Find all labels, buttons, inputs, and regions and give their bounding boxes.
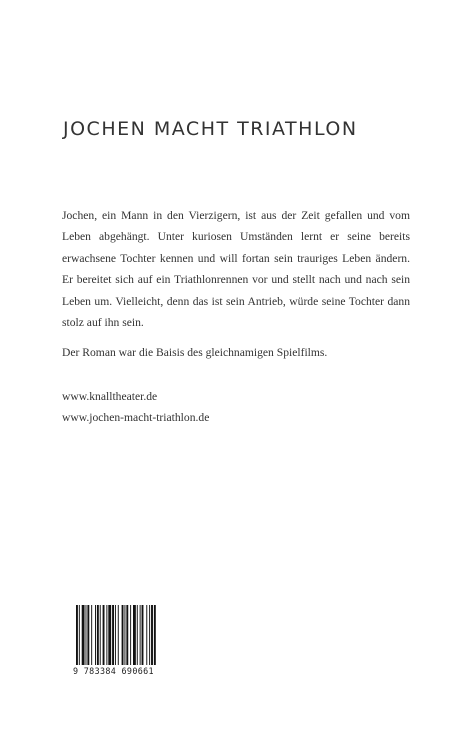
website-links: [62, 386, 422, 429]
barcode-bar: [91, 605, 92, 665]
barcode-bar: [79, 605, 80, 665]
book-title: JOCHEN MACHT TRIATHLON: [63, 118, 358, 140]
barcode-bar: [124, 605, 125, 665]
barcode-bar: [82, 605, 85, 665]
barcode-bar: [87, 605, 89, 665]
description-paragraph: Jochen, ein Mann in den Vierzigern, ist aus der Zeit gefallen und vom Leben abgehängt. Unter kuriosen Umständen lernt er seine bereits erwachsene Tochter kennen und will fortan sein trauriges Leben ändern. Er bereitet sich auf ein Triathlonrennen vor und stellt nach und nach sein Leben um. Vielleicht, denn das ist sein Antrieb, würde seine Tochter dann stolz auf ihn sein.: [62, 209, 410, 330]
barcode-bar: [100, 605, 101, 665]
barcode-bar: [149, 605, 150, 665]
barcode-bar: [76, 605, 78, 665]
film-note: Der Roman war die Baisis des gleichnamigen Spielfilms.: [62, 346, 328, 359]
barcode-bar: [118, 605, 119, 665]
barcode-bar: [115, 605, 116, 665]
barcode-bar: [108, 605, 111, 665]
barcode-bar: [151, 605, 153, 665]
isbn-barcode: [73, 603, 169, 667]
barcode-bars: [73, 603, 169, 667]
barcode-bar: [95, 605, 96, 665]
barcode-bar: [130, 605, 131, 665]
barcode-bar: [122, 605, 124, 665]
barcode-bar: [142, 605, 144, 665]
website-link-knalltheater[interactable]: www.knalltheater.de: [62, 390, 158, 403]
barcode-bar: [126, 605, 128, 665]
barcode-bar: [133, 605, 136, 665]
barcode-digits: 9 783384 690661: [73, 666, 154, 676]
barcode-bar: [106, 605, 107, 665]
barcode-bar: [140, 605, 141, 665]
barcode-bar: [154, 605, 156, 665]
barcode-bar: [112, 605, 114, 665]
barcode-bar: [137, 605, 138, 665]
book-description: [62, 205, 410, 333]
barcode-bar: [97, 605, 99, 665]
barcode-bar: [86, 605, 87, 665]
barcode-bar: [103, 605, 105, 665]
barcode-bar: [146, 605, 147, 665]
website-link-jochen[interactable]: www.jochen-macht-triathlon.de: [62, 411, 210, 425]
